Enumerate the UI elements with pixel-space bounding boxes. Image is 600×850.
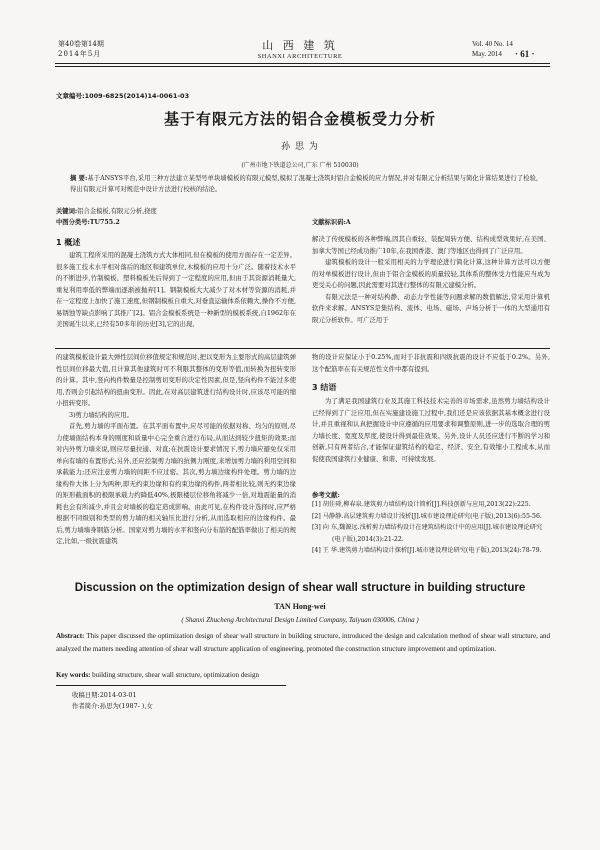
volume-issue: 第40卷第14期 xyxy=(58,40,104,48)
paper-title: 基于有限元方法的铝合金模板受力分析 xyxy=(163,110,436,128)
abstract-text: 基于ANSYS平台,采用三种方法建立某型号单块墙模板的有限元模型,模拟了混凝土浇筑时铝合金模板的应力情况,并对有限元分析结果与简化计算结果进行了检验,得出有限元计算可对规范中设计方法进行校核的结论。 xyxy=(70,175,538,193)
intro-right-p2: 建筑模板的设计一般采用相关的力学理论进行简化计算,这种计算方法可以方便的对单模板进行设计,但由于铝合金模板的质量较轻,其体系的整体受力性能应当成为更受关心的问题,因此需要对其进行整体的有限元建模分析。 xyxy=(312,258,550,289)
date-en: May. 2014 xyxy=(472,50,502,58)
article-number: 文章编号:1009-6825(2014)14-0061-03 xyxy=(56,92,190,100)
reference-4: [4] 王 华.建筑剪力墙结构设计探析[J].城市建设理论研究(电子版),2013(24):78-79. xyxy=(312,547,542,554)
abstract xyxy=(70,173,538,195)
received-date: 收稿日期:2014-03-01 xyxy=(72,691,137,699)
intro-right-p1: 解决了传统模板的各种弊端,因其自重轻、装配周转方便、结构成型效果好,在美国、加拿大等国已经成功推广10年,在我国香港、澳门等地区也得到了广泛应用。 xyxy=(312,235,550,255)
reference-1: [1] 胡佳舜,柳春泉.建筑剪力墙结构设计简析[J].科技创新与应用,2013(22):225. xyxy=(312,501,531,508)
header-rule xyxy=(55,63,550,64)
english-keywords xyxy=(56,671,550,679)
english-keywords-label: Key words: xyxy=(56,671,91,679)
lower-left-p3: 首先,剪力墙的平面布置。在其平面布置中,应尽可能的依据对称、均匀的原则,尽力使墙面结构本身的刚度和质量中心完全重合进行布局,从而达到较少扭矩的效果;而对内外剪力墙来说,则应尽量拉通、对直;在抗震设计要求情况下,剪力墙应避免仅采用单向有墙的布置形式;另外,还应控制剪力墙的抗侧力刚度,来增加剪力墙的利用空间和承载能力;还应注意剪力墙的间距不应过密。其次,剪力墙边缘构件处理。剪力墙的边缘构件大体上分为两种,即无约束边缘和有约束边缘的构件,两者相比较,则无约束边缘的矩形截面积的极限承载力约降低40%,极限楼层位移角将减少一倍,对地震能量的消耗也会有所减少,并且会对墙板的稳定造成影响。由此可见,在构件设计选择时,应严格根据不同级别和类型的剪力墙的相关轴压比进行分析,从而选取相应的边缘构件。最后,剪力墙墙身钢筋分析。国家对剪力墙的水平和竖向分布筋的配筋率做出了相关的规定,比如,一级抗震建筑 xyxy=(56,422,296,545)
journal-name-cn: 山 西 建 筑 xyxy=(262,39,338,52)
article-separator xyxy=(55,348,550,349)
affiliation: (广州市地下铁道总公司,广东 广州 510030) xyxy=(241,162,359,169)
english-author: TAN Hong-wei xyxy=(274,602,326,611)
page-number: · 61 · xyxy=(515,49,535,59)
english-abstract-text: This paper discussed the optimization design of shear wall structure in building structure, introduced the design and calculation method of shear wall structure, and analyzed the matters needing attention of shear wall structure application of engineering, promoted the construction structure improvement and optimization. xyxy=(56,632,551,653)
english-abstract xyxy=(56,630,550,656)
lower-left-p1: 的建筑模板设计最大弹性层间位移值规定和规范时,把以变形为主要形式的高层建筑弹性层间位移最大值,且计算其他建筑时可不利限其整体的变形等值,而转换为扭转变形的计算。其中,竖向构件数量是控制剪切变形的决定性因素,但是,竖向构件不能过多使用,否则会引起结构的扭曲变形。因此,在对高层建筑进行结构设计时,应该尽可能的缩小扭转变形。 xyxy=(56,353,296,407)
clc-number: 中图分类号:TU755.2 xyxy=(56,219,120,226)
keywords-text: 铝合金模板,有限元分析,挠度 xyxy=(77,208,157,215)
author-name: 孙 思 为 xyxy=(281,142,319,152)
reference-2: [2] 马静静.高层建筑剪力墙设计浅析[J].城市建设理论研究(电子版),2013(6):55-56. xyxy=(312,512,542,520)
reference-3: [3] 向 东,魏源远.浅析剪力墙结构设计在建筑结构设计中的应用[J].城市建设理论研究(电子版),2014(3):21-22. xyxy=(312,524,543,543)
english-abstract-label: Abstract: xyxy=(56,632,85,640)
intro-right-column xyxy=(312,234,550,346)
keywords-label: 关键词: xyxy=(56,208,78,215)
author-bio: 作者简介:孙思为(1987- ),女 xyxy=(72,702,153,710)
lower-left-p2: 3)剪力墙结构的应用。 xyxy=(69,410,134,419)
volume-en: Vol. 40 No. 14 xyxy=(472,40,513,48)
lower-right-p1: 物的设计应保证小于0.25%,而对于非抗震和四级抗震的设计不应低于0.2%。另外,这个配筋率在有关规范性文件中都有提到。 xyxy=(312,353,550,373)
english-keywords-text: building structure, shear wall structure, optimization design xyxy=(92,671,259,679)
keywords xyxy=(56,206,157,215)
conclusion-paragraph: 为了满足我国建筑行业及其施工科技技术完善的市场需求,虽然剪力墙结构设计已经得到了广泛应用,但在实施建设施工过程中,我们还是应该依据其基本概念进行设计,并且重视和认真把握设计中应遵循的应用要求和调整原则,进一步的选取合理的剪力墙长度、宽度及厚度,使设计得到最佳效果。另外,设计人员还应进行不断的学习和创新,只有两者结合,才能保证建筑结构的稳定、经济、安全,有效缩小工程成本,从而促使我国建筑行业健康、和谐、可持续发展。 xyxy=(312,397,550,463)
issue-date: 2014年5月 xyxy=(58,50,102,58)
english-title: Discussion on the optimization design of shear wall structure in building structure xyxy=(74,582,526,594)
section-1-title: 1 概述 xyxy=(56,238,81,247)
journal-name-en: SHANXI ARCHITECTURE xyxy=(257,53,343,60)
abstract-label: 摘 要: xyxy=(70,175,88,182)
footnote-rule xyxy=(56,685,286,686)
lower-right-column xyxy=(312,352,550,574)
intro-paragraph: 建筑工程所采用的混凝土浇筑方式大体相同,但在模板的使用方面存在一定差异。很多施工技术水平相对落后的地区和建筑单位,木模板的应用十分广泛。随着技术水平的不断进步,竹制模板、塑料模板先后得到了一定程度的应用,但由于其资源消耗量大,重复利用率低的弊端而逐渐被抛弃[1]。钢制模板大大减少了对木材等资源的消耗,并在一定程度上加快了施工速度,但钢制模板自重大,对垂直运输体系依赖大,操作不方便,易锈蚀等缺点影响了其推广[2]。铝合金模板系统是一种新型的模板系统,自1962年在美国诞生以来,已经有50多年的历史[3],它的出现, xyxy=(56,251,296,328)
section-3-title: 3 结语 xyxy=(312,383,337,392)
english-affiliation: ( Shanxi Zhucheng Architectural Design Limited Company, Taiyuan 030006, China ) xyxy=(181,616,419,624)
header-rule-2 xyxy=(55,66,550,67)
intro-right-p3: 有限元法是一种对结构静、动态力学性能等问题求解的数值解法,常采用计算机软件来求解。ANSYS是集结构、流体、电场、磁场、声场分析于一体的大型通用有限元分析软件。可广泛用于 xyxy=(312,292,550,324)
references-title: 参考文献: xyxy=(312,491,340,499)
document-code: 文献标识码:A xyxy=(312,219,351,226)
lower-left-column xyxy=(56,352,296,574)
